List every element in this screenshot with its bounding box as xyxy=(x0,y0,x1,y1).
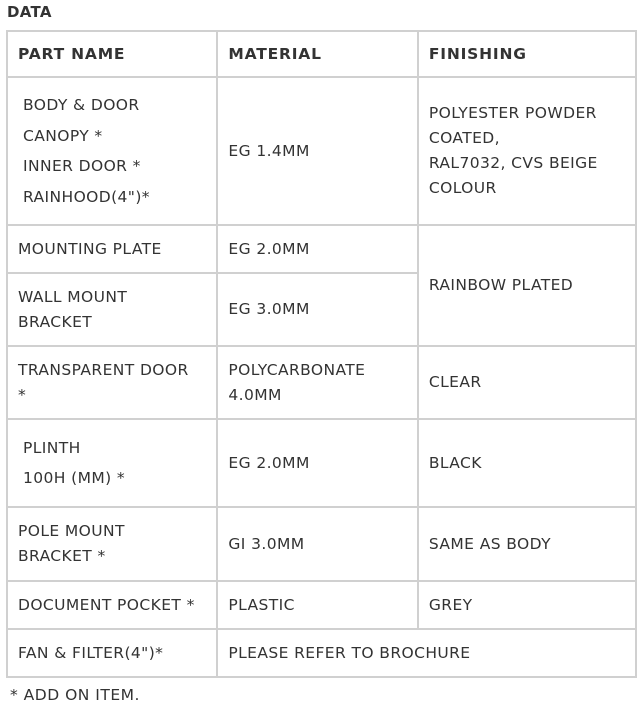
part-name-line: * xyxy=(18,385,27,404)
part-name-cell xyxy=(7,273,217,346)
part-name-cell: FAN & FILTER(4")* xyxy=(7,629,217,677)
material-line: POLYCARBONATE xyxy=(228,360,366,379)
material-cell: GI 3.0MM xyxy=(217,507,417,581)
section-heading: DATA xyxy=(7,3,52,21)
material-cell: PLASTIC xyxy=(217,581,417,629)
finishing-line: POLYESTER POWDER xyxy=(428,104,597,122)
part-name-cell xyxy=(7,507,217,581)
finishing-cell: GREY xyxy=(418,581,636,629)
finishing-line: COLOUR xyxy=(428,179,497,197)
material-cell: EG 1.4MM xyxy=(217,77,417,225)
part-name-line: CANOPY * xyxy=(23,126,103,145)
table-row xyxy=(7,507,636,581)
part-name-line: BRACKET xyxy=(18,312,93,331)
material-line: 4.0MM xyxy=(228,385,282,404)
finishing-cell: RAINBOW PLATED xyxy=(418,225,636,346)
finishing-cell: CLEAR xyxy=(418,346,636,419)
finishing-line: COATED, xyxy=(428,129,500,147)
table-row xyxy=(7,629,636,677)
material-cell: EG 2.0MM xyxy=(217,225,417,273)
part-name-line: INNER DOOR * xyxy=(23,157,141,175)
part-name-cell: MOUNTING PLATE xyxy=(7,225,217,273)
material-cell: EG 2.0MM xyxy=(217,419,417,507)
header-finishing: FINISHING xyxy=(418,31,636,77)
table-row xyxy=(7,346,636,419)
material-cell xyxy=(217,346,417,419)
part-name-cell: DOCUMENT POCKET * xyxy=(7,581,217,629)
header-material: MATERIAL xyxy=(217,31,417,77)
table-row xyxy=(7,419,636,507)
part-name-line: TRANSPARENT DOOR xyxy=(18,360,189,379)
finishing-cell: SAME AS BODY xyxy=(418,507,636,581)
table-row xyxy=(7,225,636,273)
part-name-cell xyxy=(7,346,217,419)
part-name-line: BRACKET * xyxy=(18,547,106,565)
part-name-line: WALL MOUNT xyxy=(18,287,128,306)
material-cell: EG 3.0MM xyxy=(217,273,417,346)
finishing-line: RAL7032, CVS BEIGE xyxy=(428,154,598,172)
part-name-line: BODY & DOOR xyxy=(23,96,140,114)
part-name-cell xyxy=(7,77,217,225)
finishing-cell: BLACK xyxy=(418,419,636,507)
part-name-line: PLINTH xyxy=(23,438,81,457)
table-header-row xyxy=(7,31,636,77)
part-name-line: RAINHOOD(4")* xyxy=(23,187,150,206)
part-name-line: 100H (MM) * xyxy=(23,469,126,487)
header-part-name: PART NAME xyxy=(7,31,217,77)
table-row xyxy=(7,77,636,225)
finishing-cell xyxy=(418,77,636,225)
spec-table xyxy=(6,30,637,678)
part-name-line: POLE MOUNT xyxy=(18,522,125,540)
footnote: * ADD ON ITEM. xyxy=(10,686,140,704)
part-name-cell xyxy=(7,419,217,507)
brochure-note-cell: PLEASE REFER TO BROCHURE xyxy=(217,629,636,677)
table-row xyxy=(7,581,636,629)
